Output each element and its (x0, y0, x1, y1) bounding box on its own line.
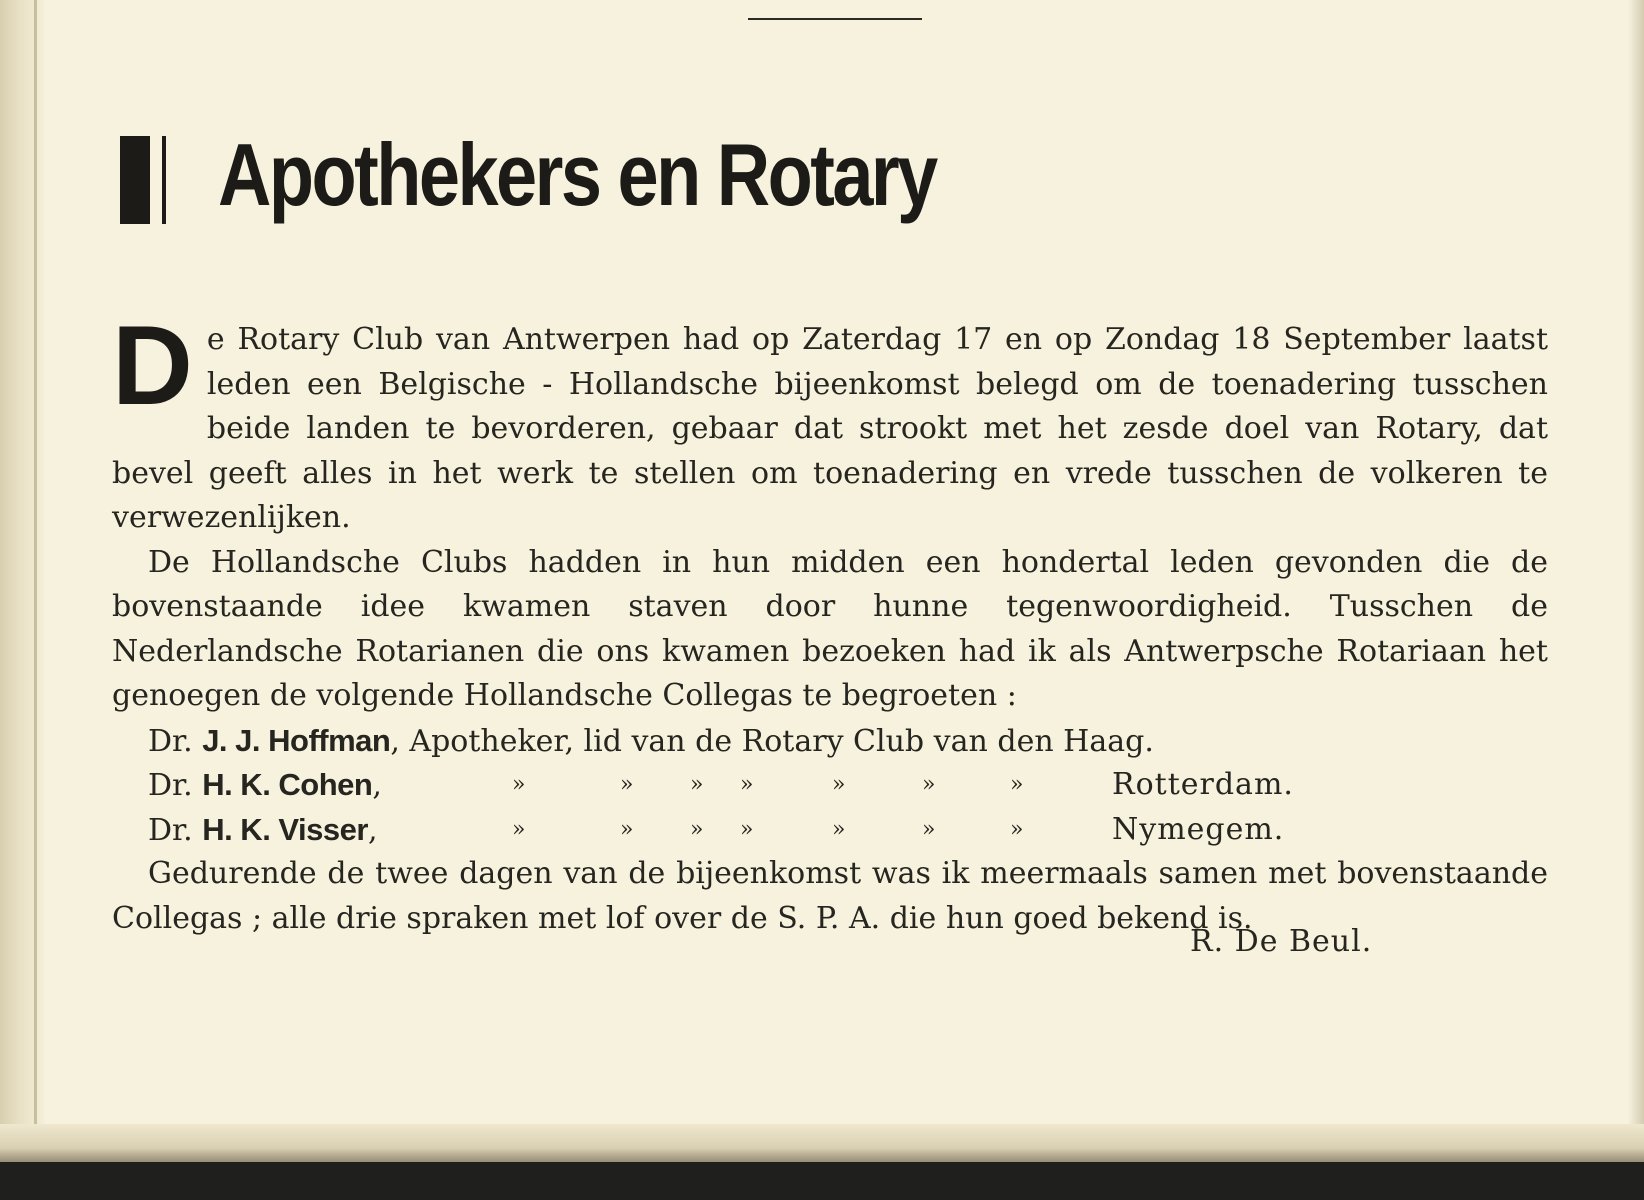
ditto-mark: » (832, 816, 846, 842)
list-item-city: Rotterdam. (1112, 767, 1294, 802)
list-item-prefix: Dr. (148, 723, 193, 759)
ditto-mark: » (922, 816, 936, 842)
ditto-mark: » (620, 772, 634, 797)
ditto-mark: » (832, 772, 846, 797)
page-bottom-edge (0, 1124, 1644, 1162)
page-gutter-shadow (0, 0, 44, 1162)
paragraph-1-text: e Rotary Club van Antwerpen had op Zaterdag 17 en op Zondag 18 September laatst leden een Belgische - Hollandsche bijeenkomst belegd om de toenadering tusschen beide landen te bevorderen, gebaar dat strookt met het zesde doel van Rotary, dat bevel geeft alles in het werk te stellen om toenadering en vrede tusschen de volkeren te verwezenlijken. (112, 322, 1548, 535)
list-item-visser (112, 808, 1548, 853)
list-item-prefix: Dr. (148, 812, 193, 848)
page-binding-crease (34, 0, 37, 1162)
list-item-city: Nymegem. (1112, 811, 1285, 847)
title-ornament (120, 136, 180, 226)
page-right-edge (1628, 0, 1644, 1162)
ditto-mark: » (740, 816, 754, 842)
list-item-name: H. K. Cohen (202, 767, 373, 802)
list-item-name: H. K. Visser (202, 811, 368, 847)
article-title: Apothekers en Rotary (218, 125, 936, 224)
top-divider-rule (748, 18, 922, 20)
ditto-mark: » (512, 772, 526, 797)
ditto-mark: » (690, 772, 704, 797)
list-item-rest: , Apotheker, lid van de Rotary Club van den Haag. (390, 723, 1154, 759)
article-body (112, 303, 1548, 941)
author-signature: R. De Beul. (1190, 924, 1373, 959)
title-ornament-block (120, 136, 150, 224)
ditto-mark: » (512, 816, 526, 842)
paragraph-3: Gedurende de twee dagen van de bijeenkomst was ik meermaals samen met bovenstaande Collegas ; alle drie spraken met lof over de S. P. A. die hun goed bekend is. (112, 856, 1548, 936)
list-item-hoffman (112, 719, 1548, 764)
list-item-cohen (112, 763, 1548, 808)
ditto-mark: » (922, 772, 936, 797)
drop-cap: D (112, 303, 193, 428)
ditto-mark: » (1010, 772, 1024, 797)
list-item-prefix: Dr. (148, 768, 193, 803)
ditto-mark: » (620, 816, 634, 842)
title-ornament-line (162, 136, 166, 224)
ditto-mark: » (740, 772, 754, 797)
paragraph-1 (112, 303, 1548, 541)
ditto-mark: » (1010, 816, 1024, 842)
paragraph-2: De Hollandsche Clubs hadden in hun midden een hondertal leden gevonden die de bovenstaande idee kwamen staven door hunne tegenwoordigheid. Tusschen de Nederlandsche Rotarianen die ons kwamen bezoeken had ik als Antwerpsche Rotariaan het genoegen de volgende Hollandsche Collegas te begroeten : (112, 544, 1548, 713)
list-item-name: J. J. Hoffman (202, 722, 391, 758)
list-item-rest: , (372, 768, 382, 803)
ditto-mark: » (690, 816, 704, 842)
list-item-rest: , (367, 812, 378, 848)
